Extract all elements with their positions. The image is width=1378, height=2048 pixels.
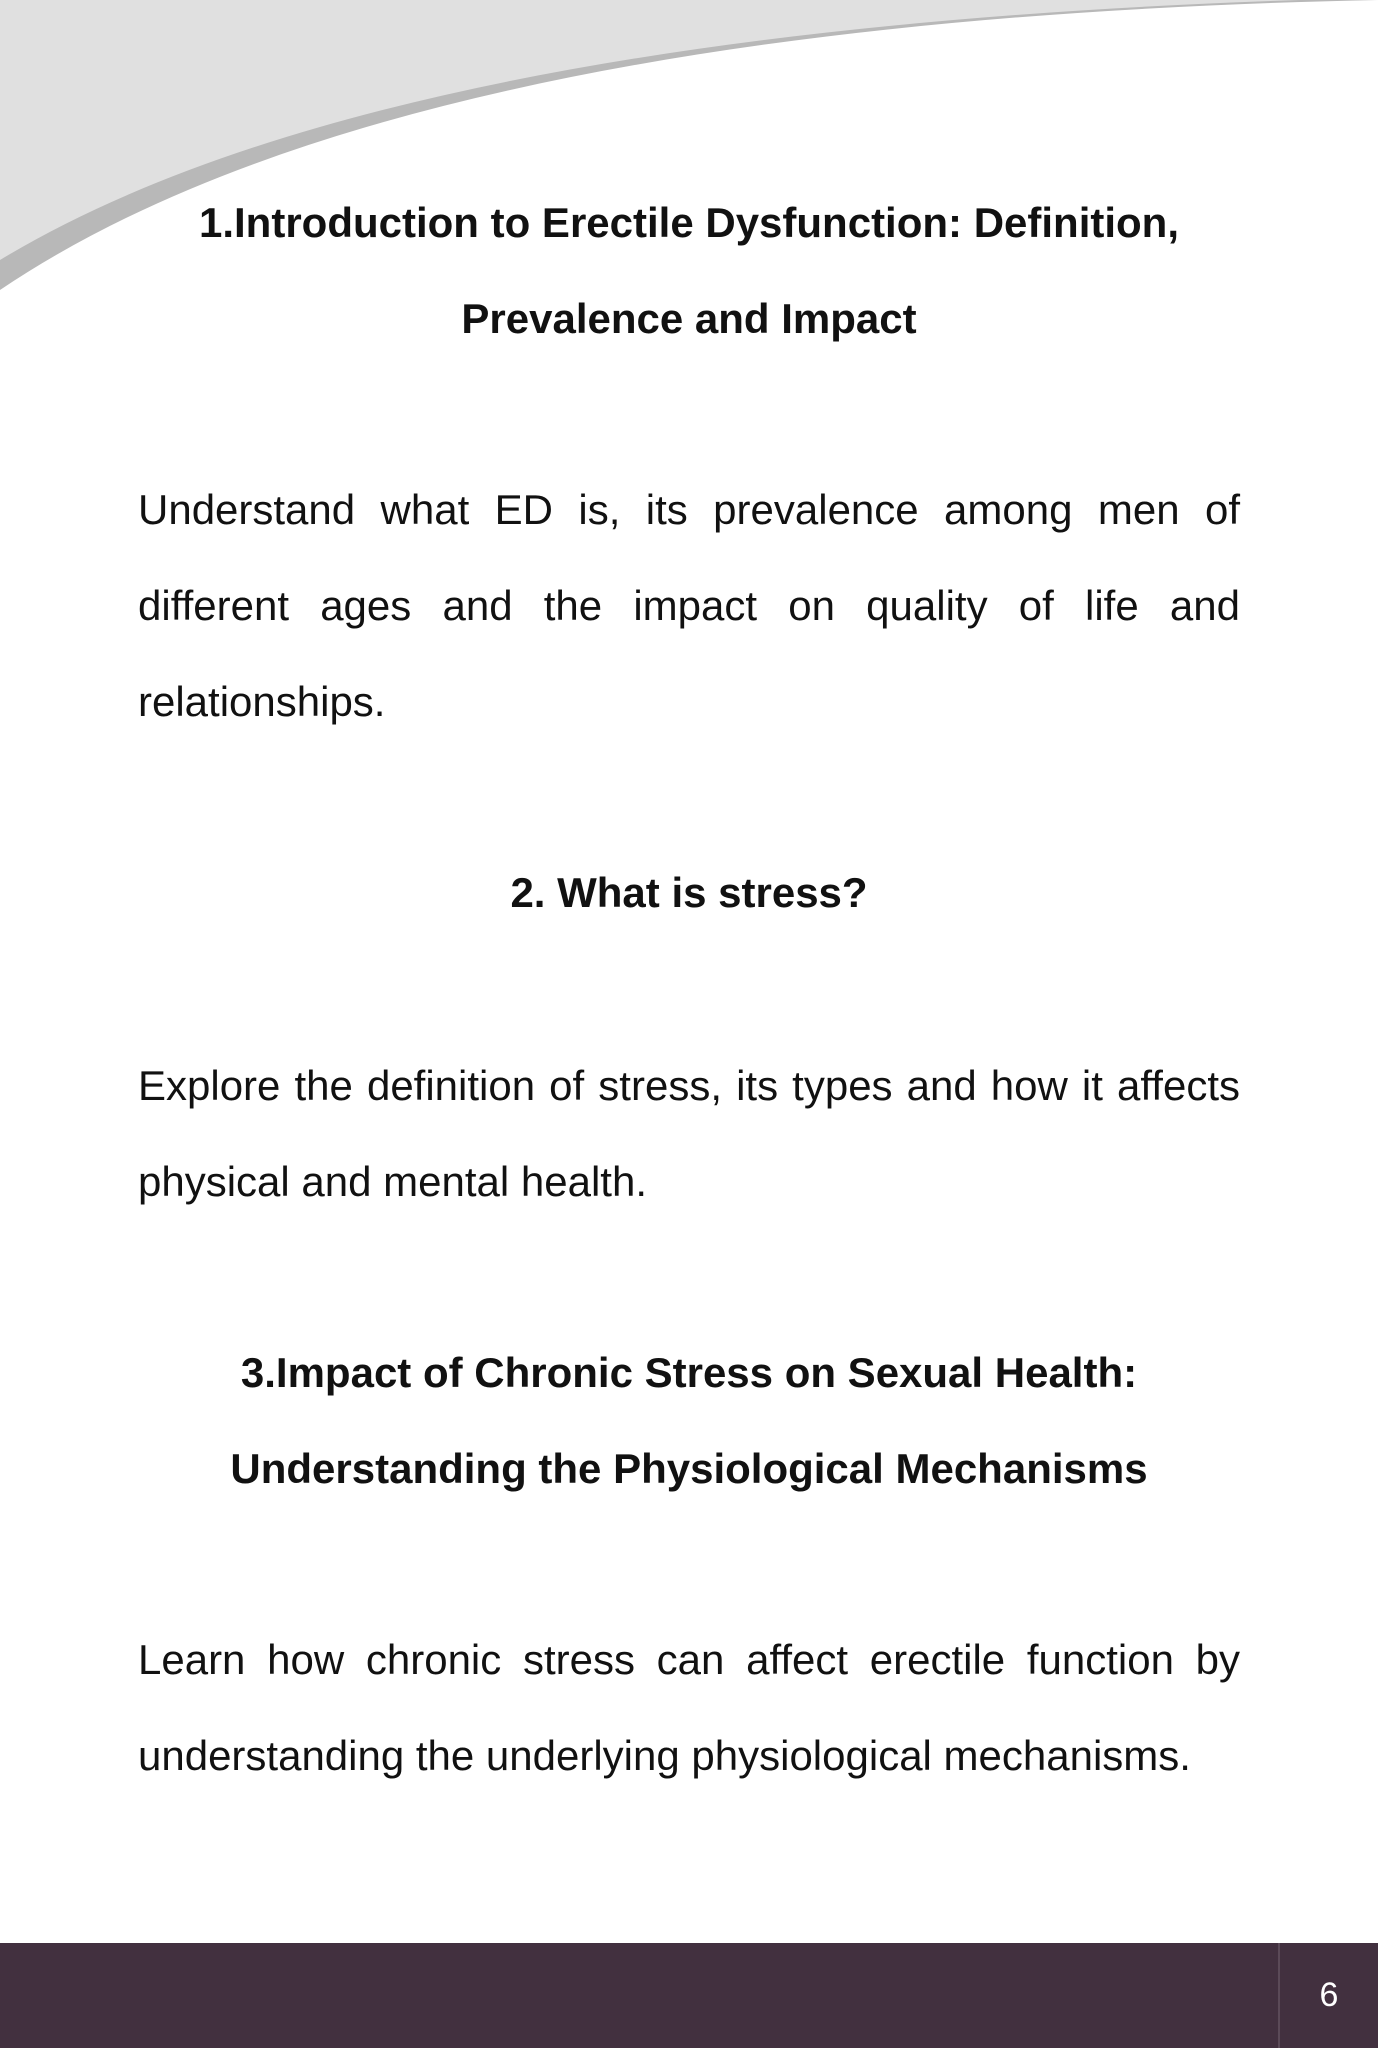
section-3-body: Learn how chronic stress can affect erectile function by understanding the underlying physiological mechanisms. [138,1636,1240,1779]
page-number: 6 [1319,1976,1339,2014]
section-1-body: Understand what ED is, its prevalence among men of different ages and the impact on quality of life and relationships. [138,486,1240,725]
page-footer [0,1943,1378,2048]
section-3-heading: 3.Impact of Chronic Stress on Sexual Health: Understanding the Physiological Mechanisms [230,1349,1148,1492]
section-2-body: Explore the definition of stress, its types and how it affects physical and mental health. [138,1062,1240,1205]
section-2-heading: 2. What is stress? [510,869,868,916]
section-1-heading: 1.Introduction to Erectile Dysfunction: Definition, Prevalence and Impact [198,199,1179,342]
